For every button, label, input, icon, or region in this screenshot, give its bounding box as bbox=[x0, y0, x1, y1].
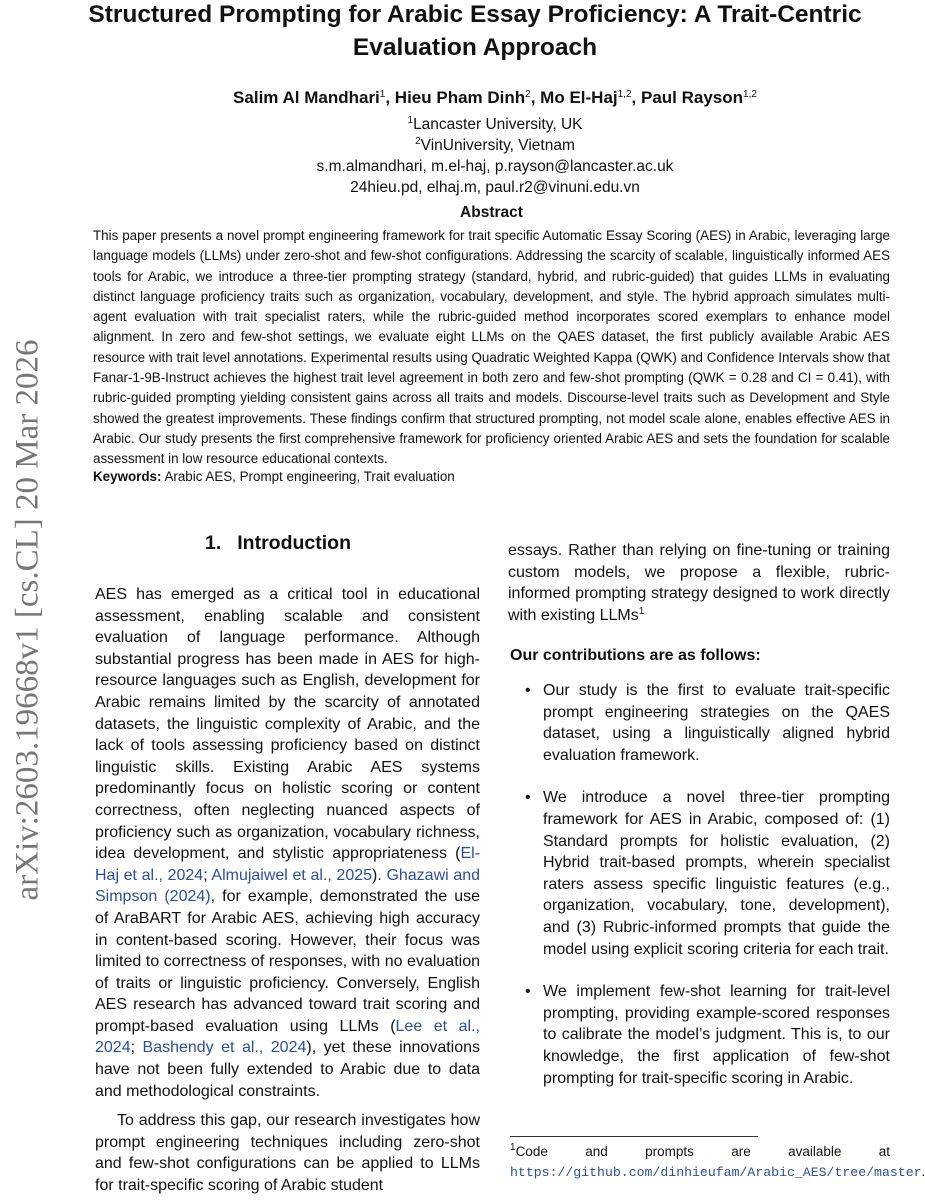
author: Paul Rayson bbox=[640, 88, 744, 107]
abstract-text: This paper presents a novel prompt engineering framework for trait specific Automatic Essay Scoring (AES) in Arabic, leveraging large language models (LLMs) under zero-shot and few-shot configurations. Addressing the scarcity of scalable, linguistically informed AES tools for Arabic, we introduce a three-tier prompting strategy (standard, hybrid, and rubric-guided) that guides LLMs in evaluating distinct language proficiency traits such as organization, vocabulary, development, and style. The hybrid approach simulates multi-agent evaluation with trait specialist raters, while the rubric-guided method incorporates scored exemplars to enhance model alignment. In zero and few-shot settings, we evaluate eight LLMs on the QAES dataset, the first publicly available Arabic AES resource with trait level annotations. Experimental results using Quadratic Weighted Kappa (QWK) and Confidence Intervals show that Fanar-1-9B-Instruct achieves the highest trait level agreement in both zero and few-shot prompting (QWK = 0.28 and CI = 0.41), with rubric-guided prompting yielding consistent gains across all traits and models. Discourse-level traits such as Development and Style showed the greatest improvements. These findings confirm that structured prompting, not model scale alone, enables effective AES in Arabic. Our study presents the first comprehensive framework for proficiency oriented Arabic AES and sets the foundation for scalable assessment in low resource educational contexts. bbox=[93, 228, 890, 467]
citation-link[interactable]: Lee et al., 2024 bbox=[95, 1017, 480, 1057]
list-item: • We implement few-shot learning for trait-level prompting, providing example-scored responses to calibrate the model’s judgment. This is, to our knowledge, the first application of few-shot prompting for trait-specific scoring in Arabic. bbox=[525, 981, 890, 1089]
affiliation-2: $^2$VinUniversity, Vietnam bbox=[415, 136, 575, 154]
list-item: • We introduce a novel three-tier prompting framework for AES in Arabic, composed of: (1) Standard prompts for holistic evaluation, (2) Hybrid trait-based prompts, wherein specialist raters assess specific linguistic features (e.g., organization, vocabulary, tone, development), and (3) Rubric-informed prompts that guide the model using explicit scoring criteria for each trait. bbox=[525, 787, 890, 960]
citation-link[interactable]: El-Haj et al., 2024 bbox=[95, 845, 480, 884]
abstract-heading: Abstract bbox=[460, 204, 523, 221]
author: Salim Al Mandhari bbox=[233, 88, 380, 107]
left-column bbox=[95, 584, 480, 1197]
footnote-rule bbox=[510, 1136, 758, 1137]
code-url-link[interactable]: https://github.com/dinhieufam/Arabic_AES/tree/master bbox=[510, 1165, 922, 1180]
section-heading-introduction: 1. Introduction bbox=[205, 532, 351, 554]
contributions-list bbox=[525, 680, 890, 1110]
footnote: $^1$Code and prompts are available at https://github.com/dinhieufam/Arabic_AES/tree/master. bbox=[510, 1142, 925, 1180]
affiliation-1: $^1$Lancaster University, UK bbox=[407, 115, 583, 133]
author: Mo El-Haj bbox=[540, 88, 618, 107]
author: Hieu Pham Dinh bbox=[394, 88, 526, 107]
paper-title: Structured Prompting for Arabic Essay Proficiency: A Trait-Centric Evaluation Approach bbox=[88, 1, 862, 61]
author-list: Salim Al Mandhari$^1$, Hieu Pham Dinh$^2$, Mo El-Haj$^{1,2}$, Paul Rayson$^{1,2}$ bbox=[233, 88, 757, 107]
arxiv-id: arXiv:2603.19668v1 [cs.CL] 20 Mar 2026 bbox=[9, 339, 46, 901]
emails-lancaster: s.m.almandhari, m.el-haj, p.rayson@lancaster.ac.uk bbox=[316, 158, 674, 175]
citation-link[interactable]: Bashendy et al., 2024 bbox=[142, 1039, 307, 1057]
keywords: Keywords: Arabic AES, Prompt engineering, Trait evaluation bbox=[93, 469, 455, 484]
intro-paragraph-1: AES has emerged as a critical tool in educational assessment, enabling scalable and consistent evaluation of language performance. Although substantial progress has been made in AES for high-resource languages such as English, development for Arabic remains limited by the scarcity of annotated datasets, the linguistic complexity of Arabic, and the lack of tools assessing proficiency based on distinct linguistic skills. Existing Arabic AES systems predominantly focus on holistic scoring or content correctness, often neglecting nuanced aspects of proficiency such as organization, vocabulary richness, idea development, and stylistic appropriateness (El-Haj et al., 2024; Almujaiwel et al., 2025). Ghazawi and Simpson (2024), for example, demonstrated the use of AraBART for Arabic AES, achieving high accuracy in content-based scoring. However, their focus was limited to correctness of responses, with no evaluation of traits or linguistic proficiency. Conversely, English AES research has advanced toward trait scoring and prompt-based evaluation using LLMs (Lee et al., 2024; Bashendy et al., 2024), yet these innovations have not been fully extended to Arabic due to data and methodological constraints. bbox=[95, 586, 481, 1100]
list-item: • Our study is the first to evaluate trait-specific prompt engineering strategies on the QAES dataset, using a linguistically aligned hybrid evaluation framework. bbox=[525, 680, 890, 766]
right-column-top: essays. Rather than relying on fine-tuning or training custom models, we propose a flexible, rubric-informed prompting strategy designed to work directly with existing LLMs$^1$ bbox=[508, 542, 890, 624]
emails-vinuni: 24hieu.pd, elhaj.m, paul.r2@vinuni.edu.vn bbox=[350, 179, 640, 196]
contributions-heading: Our contributions are as follows: bbox=[510, 647, 761, 664]
citation-link[interactable]: Ghazawi and Simpson (2024) bbox=[95, 866, 481, 906]
citation-link[interactable]: Almujaiwel et al., 2025 bbox=[211, 866, 373, 884]
intro-paragraph-2: To address this gap, our research investigates how prompt engineering techniques including zero-shot and few-shot configurations can be applied to LLMs for trait-specific scoring of Arabic student bbox=[95, 1112, 480, 1195]
